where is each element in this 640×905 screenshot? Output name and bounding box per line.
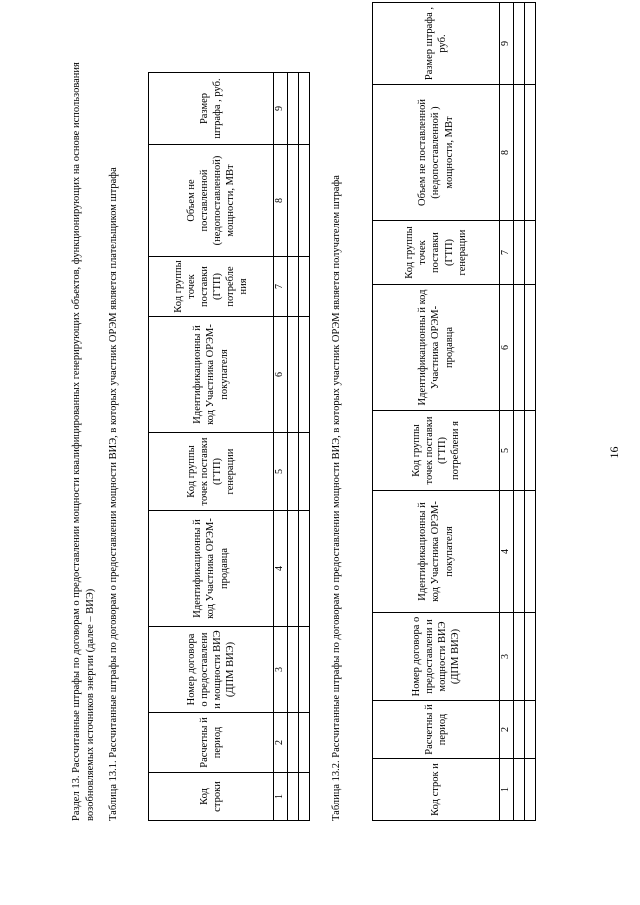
column-number: 9 (274, 73, 288, 145)
page-number: 16 (607, 446, 621, 459)
column-number: 7 (500, 221, 514, 285)
header-cell-seller-id: Идентификационны й код Участника ОРЭМ-продавца (149, 511, 274, 627)
column-number-row (274, 73, 288, 821)
header-cell-contract-number: Номер договора о предоставлени и мощности ВИЭ (ДПМ ВИЭ) (149, 627, 274, 713)
column-number: 3 (274, 627, 288, 713)
column-number: 5 (500, 411, 514, 491)
column-number: 6 (500, 285, 514, 411)
header-cell-fine-amount: Размер штрафа , руб. (149, 73, 274, 145)
column-number: 8 (500, 85, 514, 221)
empty-data-row (287, 73, 298, 821)
column-number: 7 (274, 257, 288, 317)
column-number: 2 (274, 713, 288, 773)
empty-data-row (513, 3, 524, 821)
column-number: 6 (274, 317, 288, 433)
empty-data-row (298, 73, 309, 821)
header-cell-row-code: Код строк и (373, 759, 500, 821)
table-header-row (373, 3, 500, 821)
header-cell-period: Расчетны й период (373, 701, 500, 759)
header-cell-row-code: Код строки (149, 773, 274, 821)
section-title: Раздел 13. Рассчитанные штрафы по договорам о предоставлении мощности квалифицированных генерирующих объектов, функционирующих на основе использования возобновляемых источников энергии (далее – ВИЭ) (71, 62, 97, 821)
column-number: 1 (274, 773, 288, 821)
table-13-2 (372, 2, 536, 821)
table-13-1 (148, 72, 310, 821)
header-cell-generation-gtp: Код группы точек поставки (ГТП) генерации (149, 433, 274, 511)
column-number: 8 (274, 145, 288, 257)
column-number: 9 (500, 3, 514, 85)
table-13-1-caption: Таблица 13.1. Рассчитанные штрафы по договорам о предоставлении мощности ВИЭ, в которых участник ОРЭМ является плательщиком штрафа (108, 167, 119, 821)
header-cell-seller-id: Идентификационны й код Участника ОРЭМ-продавца (373, 285, 500, 411)
column-number: 1 (500, 759, 514, 821)
header-cell-period: Расчетны й период (149, 713, 274, 773)
header-cell-undelivered-capacity: Объем не поставленной (недопоставленной ) мощности, МВт (373, 85, 500, 221)
header-cell-consumption-gtp: Код группы точек поставки (ГТП) потребле ния (149, 257, 274, 317)
header-cell-contract-number: Номер договора о предоставлени и мощности ВИЭ (ДПМ ВИЭ) (373, 613, 500, 701)
header-cell-consumption-gtp: Код группы точек поставки (ГТП) потреблени я (373, 411, 500, 491)
column-number: 3 (500, 613, 514, 701)
column-number: 5 (274, 433, 288, 511)
header-cell-generation-gtp: Код группы точек поставки (ГТП) генерации (373, 221, 500, 285)
column-number: 4 (500, 491, 514, 613)
header-cell-fine-amount: Размер штрафа , руб. (373, 3, 500, 85)
column-number: 4 (274, 511, 288, 627)
column-number: 2 (500, 701, 514, 759)
header-cell-buyer-id: Идентификационны й код Участника ОРЭМ-покупателя (373, 491, 500, 613)
table-13-2-caption: Таблица 13.2. Рассчитанные штрафы по договорам о предоставлении мощности ВИЭ, в которых участник ОРЭМ является получателем штрафа (331, 175, 342, 821)
table-header-row (149, 73, 274, 821)
column-number-row (500, 3, 514, 821)
empty-data-row (524, 3, 535, 821)
header-cell-buyer-id: Идентификационны й код Участника ОРЭМ-покупателя (149, 317, 274, 433)
header-cell-undelivered-capacity: Объем не поставленной (недопоставленной) мощности, МВт (149, 145, 274, 257)
